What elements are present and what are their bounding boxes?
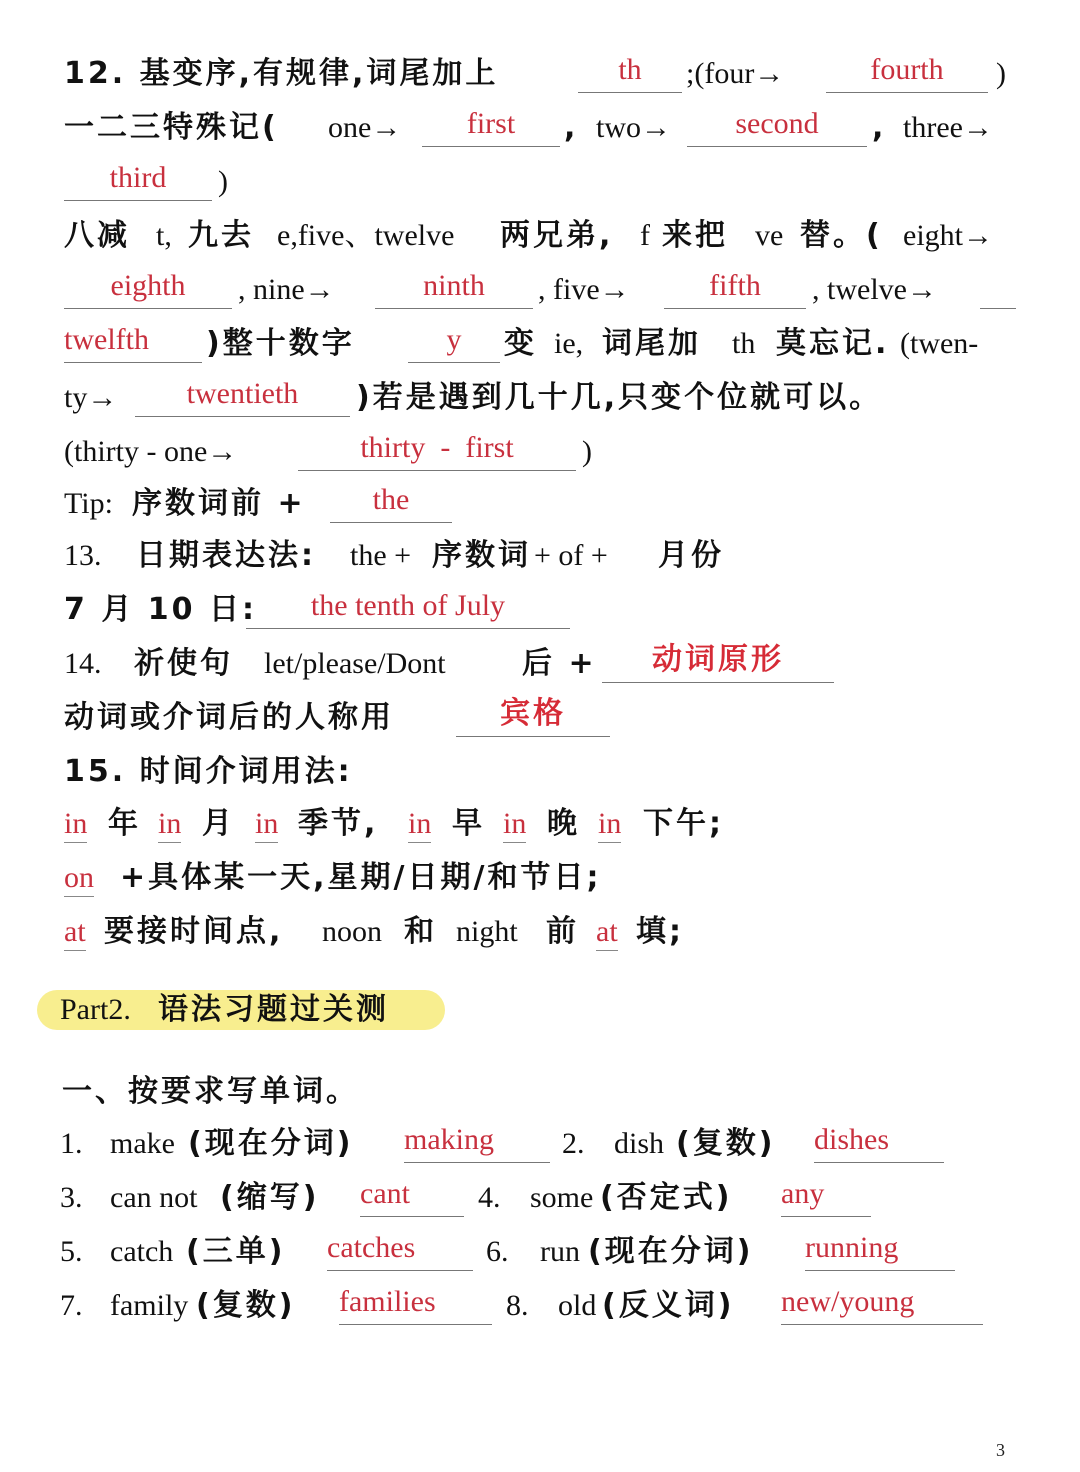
rule-text: t, (156, 219, 172, 252)
answer-blank[interactable]: fifth (664, 264, 806, 309)
prep-in: in (408, 798, 431, 843)
rule-text: (twen- (900, 327, 979, 360)
tip-label: Tip: (64, 487, 113, 520)
part2-title-en: Part2. (60, 993, 131, 1026)
exercise-number: 7. (60, 1289, 83, 1322)
rule-text: 变 (504, 326, 537, 361)
rule-text: three→ (903, 111, 993, 144)
rule-text: + of + (534, 539, 608, 572)
rule-text: ) (582, 435, 592, 468)
rule-text: 两兄弟, (500, 218, 614, 253)
rule-text: 替。( (800, 218, 883, 253)
rule-text: ve (755, 219, 784, 252)
answer-blank[interactable]: third (64, 156, 212, 201)
rule-text: let/please/Dont (264, 647, 446, 680)
answer-blank[interactable]: eighth (64, 264, 232, 309)
rule-text: , nine→ (238, 273, 335, 306)
answer-blank[interactable]: second (687, 102, 867, 147)
exercise-hint: (现在分词) (588, 1234, 754, 1269)
exercise-hint: (三单) (186, 1234, 286, 1269)
exercise-hint: (复数) (196, 1288, 296, 1323)
exercise-word: can not (110, 1181, 198, 1214)
exercise-number: 5. (60, 1235, 83, 1268)
answer-blank[interactable]: the tenth of July (246, 584, 570, 629)
answer-blank[interactable]: 动词原形 (602, 638, 834, 683)
rule-text: 前 (546, 914, 579, 949)
rule-text: (thirty - one→ (64, 435, 238, 468)
answer-blank[interactable]: ninth (375, 264, 533, 309)
rule-text: eight→ (903, 219, 993, 252)
rule-text: 莫忘记. (776, 326, 890, 361)
prep-in: in (598, 798, 621, 843)
rule-number: 13. (64, 539, 102, 572)
exercise-word: catch (110, 1235, 174, 1268)
rule-text: ie, (554, 327, 584, 360)
rule-text: +具体某一天,星期/日期/和节日; (120, 860, 602, 895)
rule-text: ty→ (64, 381, 118, 414)
exercise-word: some (530, 1181, 594, 1214)
prep-in: in (503, 798, 526, 843)
answer-blank[interactable]: any (781, 1172, 871, 1217)
rule-text: 填; (636, 914, 684, 949)
rule-text: th (732, 327, 756, 360)
exercise-number: 1. (60, 1127, 83, 1160)
rule-text: 季节, (298, 806, 379, 841)
rule12-heading: 12. 基变序,有规律,词尾加上 (64, 56, 499, 91)
exercise-number: 3. (60, 1181, 83, 1214)
rule-text: night (456, 915, 518, 948)
answer-blank[interactable]: families (339, 1280, 492, 1325)
rule-text: 来把 (662, 218, 728, 253)
answer-blank[interactable]: th (578, 48, 682, 93)
answer-blank[interactable]: first (422, 102, 560, 147)
rule-text: f (640, 219, 650, 252)
answer-blank[interactable]: cant (360, 1172, 464, 1217)
rule-text: 早 (452, 806, 485, 841)
rule-text: 晚 (547, 806, 580, 841)
exercise-hint: (复数) (676, 1126, 776, 1161)
rule-text: the + (350, 539, 412, 572)
exercise-number: 8. (506, 1289, 529, 1322)
exercise-number: 4. (478, 1181, 501, 1214)
rule-text: 年 (108, 806, 141, 841)
exercise-hint: (否定式) (600, 1180, 733, 1215)
rule-text: noon (322, 915, 382, 948)
exercise-word: run (540, 1235, 580, 1268)
answer-blank[interactable]: making (404, 1118, 550, 1163)
rule-text: 词尾加 (602, 326, 701, 361)
answer-blank[interactable]: the (330, 478, 452, 523)
rule-text: , (564, 110, 579, 145)
rule-text: 下午; (643, 806, 724, 841)
rule-number: 14. (64, 647, 102, 680)
rule-text: 7 月 10 日: (64, 592, 257, 627)
rule-text: ;(four→ (686, 57, 785, 90)
rule-text: e,five、twelve (277, 219, 455, 252)
exercise-word: dish (614, 1127, 665, 1160)
answer-blank[interactable]: dishes (814, 1118, 944, 1163)
prep-on: on (64, 852, 94, 897)
rule-text: ) (996, 57, 1006, 90)
answer-blank-continued[interactable] (980, 264, 1016, 309)
exercise-number: 6. (486, 1235, 509, 1268)
rule-text: 月份 (658, 538, 724, 573)
answer-blank[interactable]: fourth (826, 48, 988, 93)
rule-text: )若是遇到几十几,只变个位就可以。 (356, 380, 883, 415)
section-heading: 一、按要求写单词。 (62, 1074, 359, 1109)
rule-text: 后 + (522, 646, 597, 681)
exercise-hint: (现在分词) (188, 1126, 354, 1161)
exercise-word: old (558, 1289, 597, 1322)
rule-text: two→ (596, 111, 671, 144)
answer-blank[interactable]: 宾格 (456, 692, 610, 737)
rule-text: , five→ (538, 273, 630, 306)
prep-at: at (596, 906, 618, 951)
exercise-number: 2. (562, 1127, 585, 1160)
rule-text: 序数词前 + (132, 486, 306, 521)
answer-blank[interactable]: twelfth (64, 318, 202, 363)
prep-in: in (64, 798, 87, 843)
part2-title-zh: 语法习题过关测 (158, 992, 389, 1027)
rule-text: , (872, 110, 887, 145)
prep-in: in (158, 798, 181, 843)
rule-text: 动词或介词后的人称用 (64, 700, 394, 735)
rule-text: )整十数字 (206, 326, 355, 361)
rule-heading: 祈使句 (134, 646, 233, 681)
rule-text: one→ (328, 111, 402, 144)
rule-text: , twelve→ (812, 273, 937, 306)
prep-in: in (255, 798, 278, 843)
rule-heading: 15. 时间介词用法: (64, 754, 353, 789)
answer-blank[interactable]: catches (327, 1226, 473, 1271)
answer-blank[interactable]: thirty - first (298, 426, 576, 471)
exercise-word: family (110, 1289, 189, 1322)
rule-text: 和 (404, 914, 437, 949)
rule-text: 一二三特殊记( (64, 110, 279, 145)
answer-blank[interactable]: y (408, 318, 500, 363)
answer-blank[interactable]: running (805, 1226, 955, 1271)
prep-at: at (64, 906, 86, 951)
answer-blank[interactable]: twentieth (135, 372, 350, 417)
exercise-hint: (反义词) (602, 1288, 735, 1323)
page-number: 3 (996, 1440, 1005, 1460)
exercise-word: make (110, 1127, 175, 1160)
answer-blank[interactable]: new/young (781, 1280, 983, 1325)
exercise-hint: (缩写) (220, 1180, 320, 1215)
rule-text: ) (218, 165, 228, 198)
rule-text: 八减 (64, 218, 130, 253)
rule-text: 月 (202, 806, 235, 841)
rule-heading: 日期表达法: (136, 538, 316, 573)
rule-text: 要接时间点, (104, 914, 284, 949)
rule-text: 序数词 (432, 538, 531, 573)
rule-text: 九去 (188, 218, 254, 253)
